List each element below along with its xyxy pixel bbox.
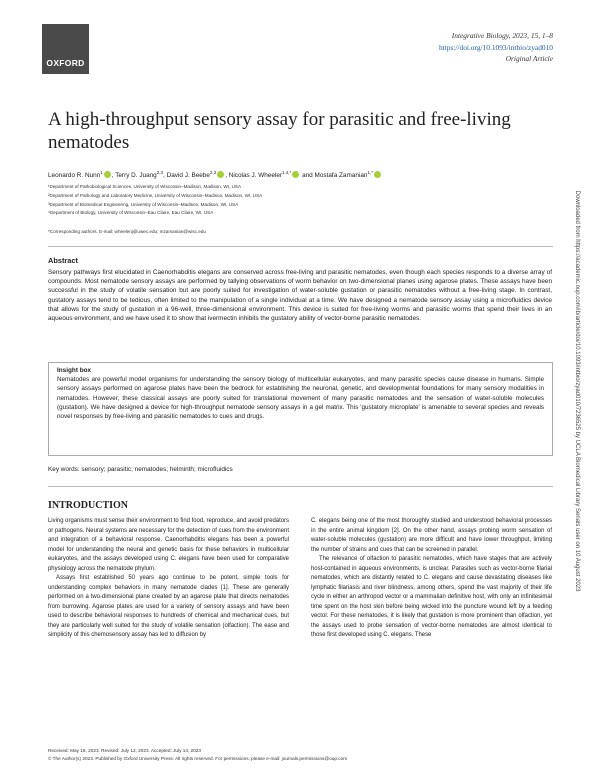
divider [48,246,553,247]
download-notice: Downloaded from https://academic.oup.com/ib/article/doi/10.1093/intbio/zyad010/7236525 by UCLA Biomedical Library Serials user on 10 August 2023 [574,190,580,592]
author-name: Terry D. Juang [115,172,157,180]
journal-citation: Integrative Biology, 2023, 15, 1–8 [451,31,553,40]
paragraph: Assays first established 50 years ago continue to be potent, simple tools for understanding complex behaviors in many nematode clades [1]. These are generally performed on a two-dimensional plane created by an agarose plate that directs nematodes from burrowing. Agarose plates are used for a variety of sensory assays and have been used to describe behavioral responses to hundreds of chemical and mechanical cues, but they are particularly well suited for the study of volatile sensation (olfaction). The ease and simplicity of this chemosensory assay has led to diffusion by [48,575,289,638]
column-left [48,517,289,733]
author-separator: and [300,172,315,180]
doi-link[interactable]: https://doi.org/10.1093/intbio/zyad010 [438,42,553,52]
author-name: Nicolas J. Wheeler [228,172,283,180]
author-affiliation-mark: 1,* [367,170,373,175]
orcid-icon[interactable] [292,171,299,178]
insight-box [48,362,553,456]
insight-text: Nematodes are powerful model organisms for understanding the sensory biology of multicellular eukaryotes, and many parasitic species cause disease in humans. Simple sensory assays performed on agarose plates have been the bedrock for establishing the neuronal, genetic, and developmental foundations for many sensory modalities in nematodes. However, these classical assays are poorly suited for translational movement of many parasitic nematodes and the sensation of water-soluble molecules (gustation). We have designed a device for high-throughput nematode sensory assays in a gel matrix. This 'gustatory microplate' is amenable to several species and reveals novel responses by free-living and parasitic nematodes to cues and drugs. [57,376,544,421]
author-separator: , [111,172,116,180]
orcid-icon[interactable] [217,171,224,178]
corresponding-text: *Corresponding authors. E-mail: wheelenj@uwec.edu; mzamanian@wisc.edu [48,229,206,234]
author-name: Mostafa Zamanian [314,172,368,180]
author-affiliation-mark: 1,4,* [282,170,292,175]
affiliation-4: ⁴Department of Biology, University of Wisconsin–Eau Claire, Eau Claire, WI, USA [48,210,214,216]
article-type: Original Article [505,54,553,63]
column-right [311,517,552,733]
corresponding-authors [48,228,548,236]
paper-title: A high-throughput sensory assay for parasitic and free-living nematodes [48,109,511,153]
journal-info [439,30,553,65]
footer [48,747,553,763]
author-separator: , [163,172,167,180]
author-name: David J. Beebe [166,172,210,180]
oxford-logo [42,24,89,74]
orcid-icon[interactable] [374,171,381,178]
keywords: Key words: sensory; parasitic; nematodes; helminth; microfluidics [48,466,233,473]
affiliations [48,183,548,218]
copyright: © The Author(s) 2023. Published by Oxford University Press. All rights reserved. For permissions, please e-mail: journals.permissions@oup.com [48,756,348,761]
author-affiliation-mark: 2,3 [156,170,164,175]
author-affiliation-mark: 2,3 [209,170,217,175]
abstract-heading: Abstract [48,256,78,265]
divider [48,486,553,487]
author-list [48,168,548,180]
author-affiliation-mark: 1 [100,170,103,175]
logo-text: OXFORD [46,58,85,68]
paragraph: The relevance of olfaction to parasitic nematodes, which have stages that are actively host-contained in aqueous environments, is unclear. Parasites such as vector-borne filarial nematodes, which are distantly related to C. elegans and cause devastating diseases like lymphatic filariasis and river blindness, among others, spend the vast majority of their life cycle in either an arthropod vector or a mammalian definitive host, with only an infinitesimal time spent on the host skin before being wicked into the puncture wound left by a feeding vector. For these nematodes, it is likely that gustation is more prominent than olfaction, yet the assays used to probe sensation of vector-borne nematodes are almost identical to those first developed using C. elegans. These [311,556,552,638]
abstract-text: Sensory pathways first elucidated in Caenorhabditis elegans are conserved across free-living and parasitic nematodes, even though each species responds to a diverse array of compounds. Most nematode sensory assays are performed by tallying observations of worm behavior on two-dimensional planes using agarose plates. These assays have been successful in the study of volatile sensation but are poorly suited for investigation of water-soluble gustation or parasitic nematodes without a free-living stage. In contrast, gustatory assays tend to be tedious, often limited to the manipulation of a single individual at a time. We have designed a nematode sensory assay using a microfluidics device that allows for the study of gustation in a 96-well, three-dimensional environment. This device is suited for free-living worms and parasitic worms that spend their lives in an aqueous environment, and we have used it to show that ivermectin inhibits the gustatory ability of vector-borne parasitic nematodes. [48,269,552,323]
affiliation-1: ¹Department of Pathobiological Sciences, University of Wisconsin–Madison, Madison, WI, USA [48,184,242,189]
affiliation-3: ³Department of Biomedical Engineering, University of Wisconsin–Madison, Madison, WI, USA [48,201,239,207]
paragraph: C. elegans being one of the most thoroughly studied and understood behavioral processes in the entire animal kingdom [2]. On the other hand, assays probing worm sensation of water-soluble molecules (gustation) are more difficult and have lower throughput, limiting the number of strains and cues that can be screened in parallel. [311,518,552,553]
orcid-icon[interactable] [104,171,111,178]
author-separator: , [225,172,229,180]
affiliation-2: ²Department of Pathology and Laboratory Medicine, University of Wisconsin–Madison, Madison, WI, USA [48,192,263,198]
insight-heading: Insight box [57,367,92,374]
author-name: Leonardo R. Nunn [48,172,101,180]
paragraph: Living organisms must sense their environment to find food, reproduce, and avoid predators or pathogens. Neural systems are necessary for the detection of cues from the environment and integration of a behavioral response. Caenorhabditis elegans has been a powerful model for understanding the neural and genetic basis for these behaviors in multicellular eukaryotes, and the assays developed using C. elegans have been used for comparative physiology across the nematode phylum. [48,518,289,572]
section-heading-introduction: INTRODUCTION [48,500,129,511]
received-dates: Received: May 18, 2023. Revised: July 12, 2023. Accepted: July 14, 2023 [48,748,201,753]
